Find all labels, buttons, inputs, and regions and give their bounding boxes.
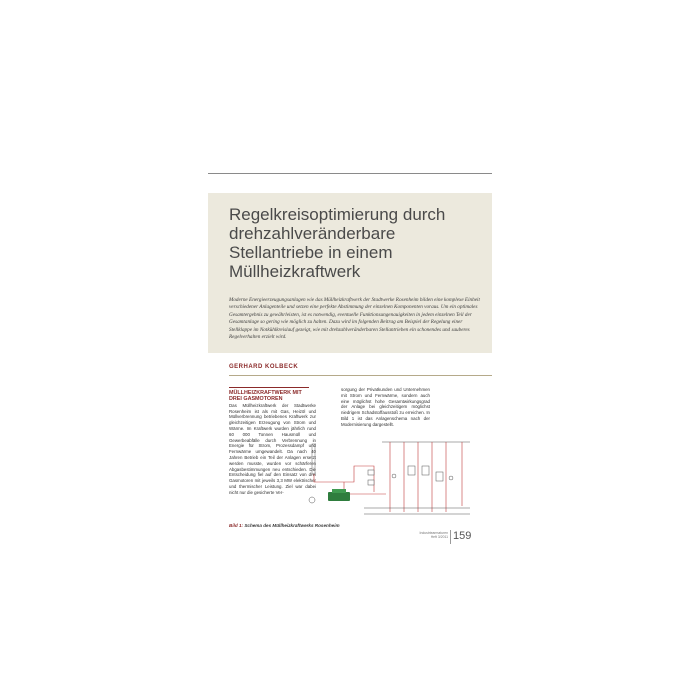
heat-exchanger-3	[436, 472, 443, 481]
footer-divider	[450, 530, 451, 544]
plant-schematic	[294, 436, 472, 518]
stack	[312, 444, 315, 474]
section-heading: MÜLLHEIZKRAFTWERK MIT DREI GASMOTOREN	[229, 387, 309, 403]
top-rule	[208, 173, 492, 174]
body-paragraph-2: sorgung der Privatkunden und Unternehmen mit Strom und Fernwärme, sondern auch eine möglichst hohe Gesamtwirkungsgrad der Anlage bei gleichzeitigem möglichst niedrigem Schadstoffausstoß zu erreichen. In Bild 1 ist das Anlagenschema nach der Modernisierung dargestellt.	[341, 387, 430, 427]
red-pipe-2	[344, 482, 386, 494]
footer-issue: Heft 3/2011	[430, 535, 448, 540]
component-1	[368, 470, 374, 475]
footer-journal	[396, 531, 448, 539]
figure-label: Bild 1:	[229, 523, 244, 528]
figure-caption-text: Schema des Müllheizkraftwerks Rosenheim	[244, 523, 340, 528]
pump-2	[449, 476, 453, 480]
figure-caption	[229, 523, 340, 528]
gas-engine-detail	[332, 489, 346, 493]
page-number: 159	[453, 530, 472, 542]
text-column-2	[341, 387, 430, 428]
generator-symbol	[309, 497, 315, 503]
footer-journal-name: Industriearmaturen	[419, 531, 448, 535]
heat-exchanger-1	[408, 466, 415, 475]
gas-engine	[328, 492, 350, 501]
component-2	[368, 480, 374, 485]
article-abstract: Moderne Energieerzeugungsanlagen wie das Müllheizkraftwerk der Stadtwerke Rosenheim bilden eine komplexe Einheit verschiedener Anlagenteile und setzen eine perfekte Abstimmung der einzelnen Komponenten voraus. Um ein optimales Gesamtergebnis zu gewährleisten, ist es notwendig, eventuelle Funktionsungenauigkeiten in jedem einzelnen Teil der Gesamtanlage so gering wie möglich zu halten. Dazu wird im folgenden Beitrag am Beispiel der Regelung einer Stellklappe im Notkühlkreislauf gezeigt, wie mit drehzahlveränderbaren Stellantrieben ein schonendes und sauberes Regelverhalten erzielt wird.	[229, 297, 480, 341]
pump-1	[392, 474, 396, 478]
heat-exchanger-2	[422, 466, 429, 475]
author-rule	[229, 375, 492, 376]
article-title: Regelkreisoptimierung durch drehzahlveränderbare Stellantriebe in einem Müllheizkraftwerk	[229, 205, 446, 281]
body-paragraph-1: Das Müllheizkraftwerk der Stadtwerke Rosenheim ist als mit Gas, Heizöl und Müllverbrennung betriebenes Kraftwerk zur gleichzeitigen Erzeugung von Strom und Wärme. Im Kraftwerk wurden jährlich rund 60 000 Tonnen Hausmüll und Gewerbeabfälle durch Verbrennung in Energie für Strom, Prozessdampf und Fernwärme umgewandelt. Da nach 40 Jahren Betrieb ein Teil der Anlagen ersetzt werden musste, wurden vor schärferen Abgasbestimmungen neu entschieden. Die Entscheidung fiel auf den Einsatz von drei Gasmotoren mit jeweils 3,3 MW elektrischer und thermischer Leistung. Ziel war dabei nicht nur die gesicherte Ver-	[229, 402, 316, 495]
author-name: GERHARD KOLBECK	[229, 364, 299, 370]
